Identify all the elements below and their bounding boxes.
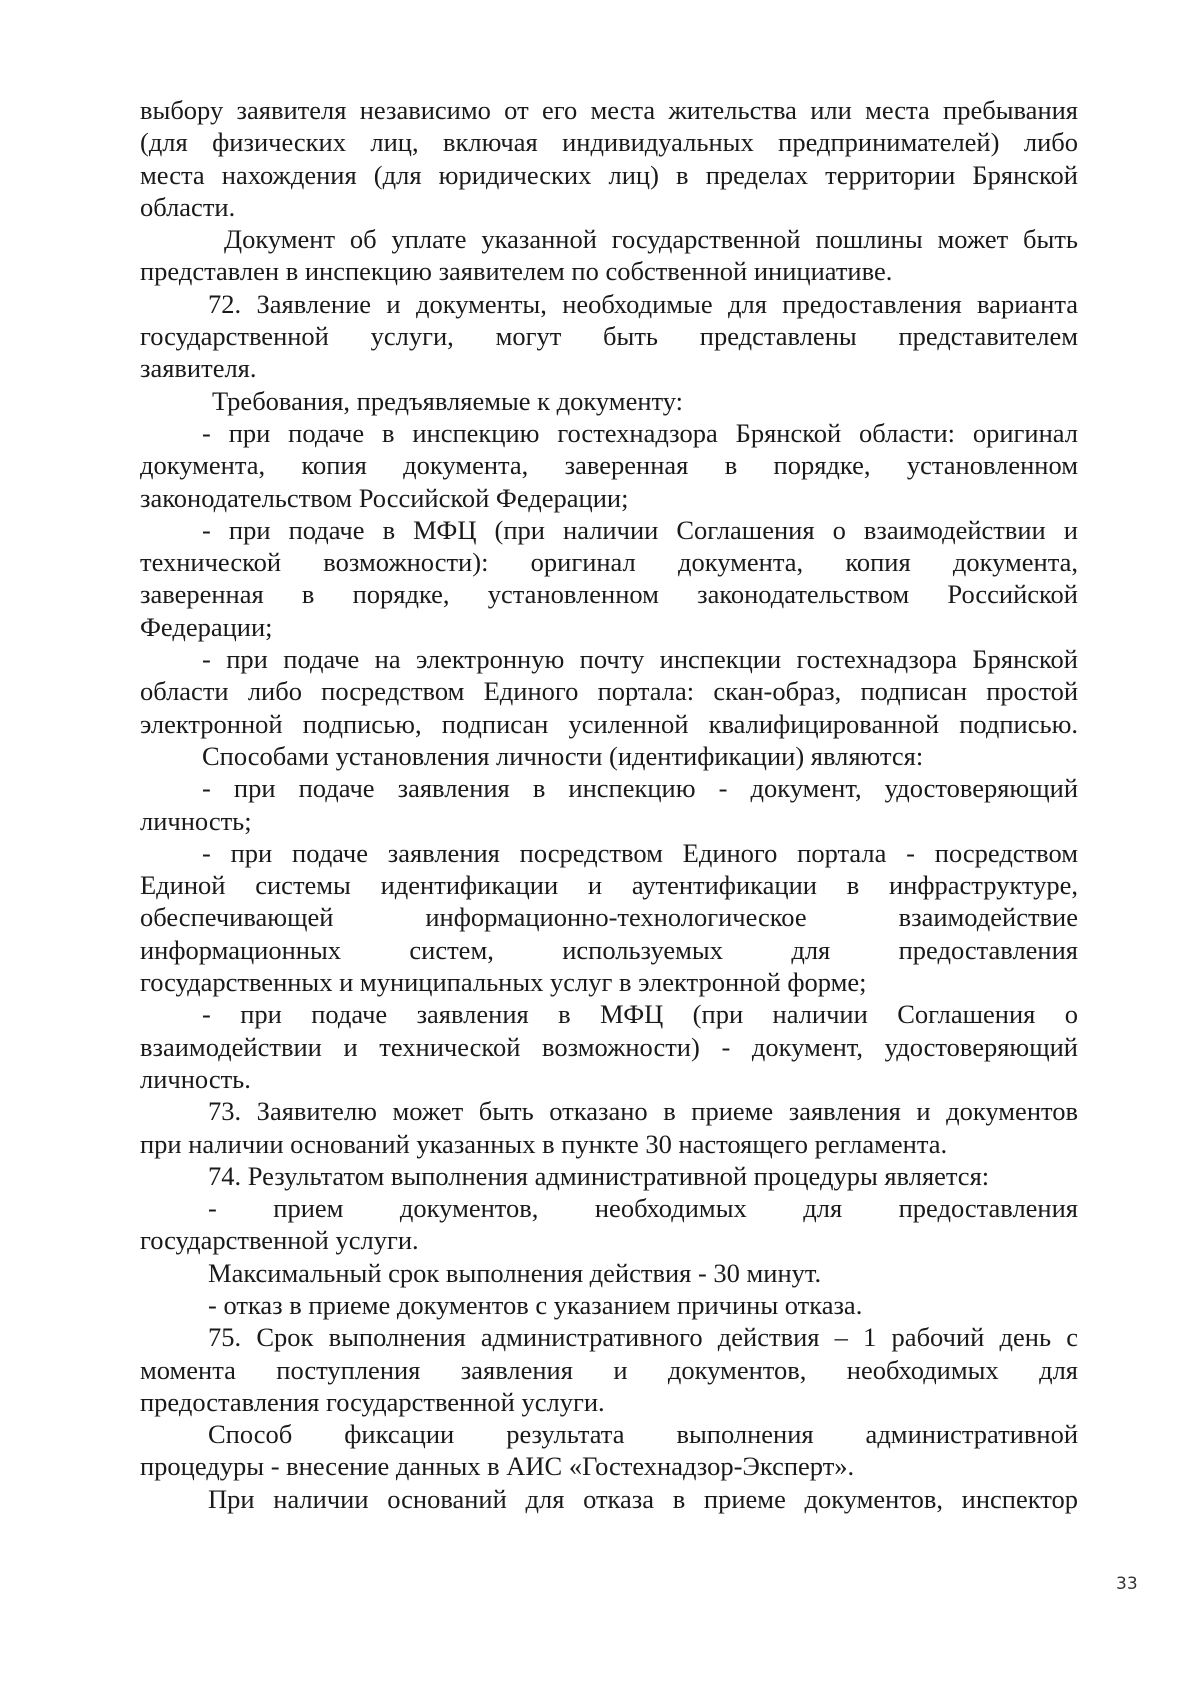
text-line: При наличии оснований для отказа в приеме документов, инспектор	[208, 1483, 1078, 1514]
text-line: - прием документов, необходимых для предоставления	[208, 1193, 1078, 1224]
text-line: заверенная в порядке, установленном законодательством Российской	[140, 579, 1078, 610]
text-line: 73. Заявителю может быть отказано в приеме заявления и документов	[208, 1096, 1078, 1127]
text-line: - при подаче в МФЦ (при наличии Соглашения о взаимодействии и	[202, 514, 1078, 545]
text-line: - при подаче заявления в МФЦ (при наличии Соглашения о	[202, 999, 1078, 1030]
text-line: области либо посредством Единого портала: скан-образ, подписан простой	[140, 676, 1078, 707]
text-line: - при подаче на электронную почту инспекции гостехнадзора Брянской	[202, 644, 1078, 675]
text-line: государственной услуги, могут быть представлены представителем	[140, 321, 1078, 352]
text-line: личность.	[140, 1063, 251, 1094]
text-line: места нахождения (для юридических лиц) в пределах территории Брянской	[140, 159, 1078, 190]
text-line: - при подаче заявления в инспекцию - документ, удостоверяющий	[202, 773, 1078, 804]
text-line: при наличии оснований указанных в пункте 30 настоящего регламента.	[140, 1128, 948, 1159]
text-line: - при подаче заявления посредством Единого портала - посредством	[202, 837, 1078, 868]
text-line: 72. Заявление и документы, необходимые для предоставления варианта	[208, 288, 1078, 319]
text-line: процедуры - внесение данных в АИС «Гостехнадзор-Эксперт».	[140, 1451, 855, 1482]
text-line: выбору заявителя независимо от его места жительства или места пребывания	[140, 95, 1078, 125]
text-line: момента поступления заявления и документов, необходимых для	[140, 1354, 1078, 1385]
text-line: Федерации;	[140, 611, 273, 642]
text-line: электронной подписью, подписан усиленной квалифицированной подписью.	[140, 708, 1078, 739]
text-line: документа, копия документа, заверенная в порядке, установленном	[140, 450, 1078, 481]
text-line: взаимодействии и технической возможности) - документ, удостоверяющий	[140, 1031, 1078, 1062]
text-line: Единой системы идентификации и аутентификации в инфраструктуре,	[140, 870, 1078, 901]
text-line: Способами установления личности (идентификации) являются:	[202, 740, 924, 771]
text-line: информационных систем, используемых для предоставления	[140, 934, 1078, 965]
document-body	[140, 94, 1078, 1515]
text-line: государственной услуги.	[140, 1225, 419, 1256]
text-line: области.	[140, 191, 236, 222]
text-line: 75. Срок выполнения административного действия – 1 рабочий день с	[208, 1322, 1078, 1353]
text-line: Максимальный срок выполнения действия - 30 минут.	[208, 1257, 822, 1288]
text-line: Документ об уплате указанной государственной пошлины может быть	[224, 224, 1078, 255]
text-line: технической возможности): оригинал документа, копия документа,	[140, 547, 1078, 578]
text-line: представлен в инспекцию заявителем по собственной инициативе.	[140, 256, 893, 287]
text-line: заявителя.	[140, 353, 257, 384]
text-line: предоставления государственной услуги.	[140, 1386, 605, 1417]
text-line: - при подаче в инспекцию гостехнадзора Брянской области: оригинал	[202, 417, 1078, 448]
text-line: - отказ в приеме документов с указанием причины отказа.	[208, 1289, 863, 1320]
page-number: 33	[1116, 1574, 1138, 1594]
text-line: Способ фиксации результата выполнения административной	[208, 1419, 1078, 1450]
text-line: личность;	[140, 805, 252, 836]
text-line: Требования, предъявляемые к документу:	[212, 385, 684, 416]
text-line: законодательством Российской Федерации;	[140, 482, 629, 513]
text-line: обеспечивающей информационно-технологическое взаимодействие	[140, 902, 1078, 933]
text-line: (для физических лиц, включая индивидуальных предпринимателей) либо	[140, 127, 1078, 158]
text-line: государственных и муниципальных услуг в электронной форме;	[140, 967, 867, 998]
text-line: 74. Результатом выполнения административной процедуры является:	[208, 1160, 990, 1191]
